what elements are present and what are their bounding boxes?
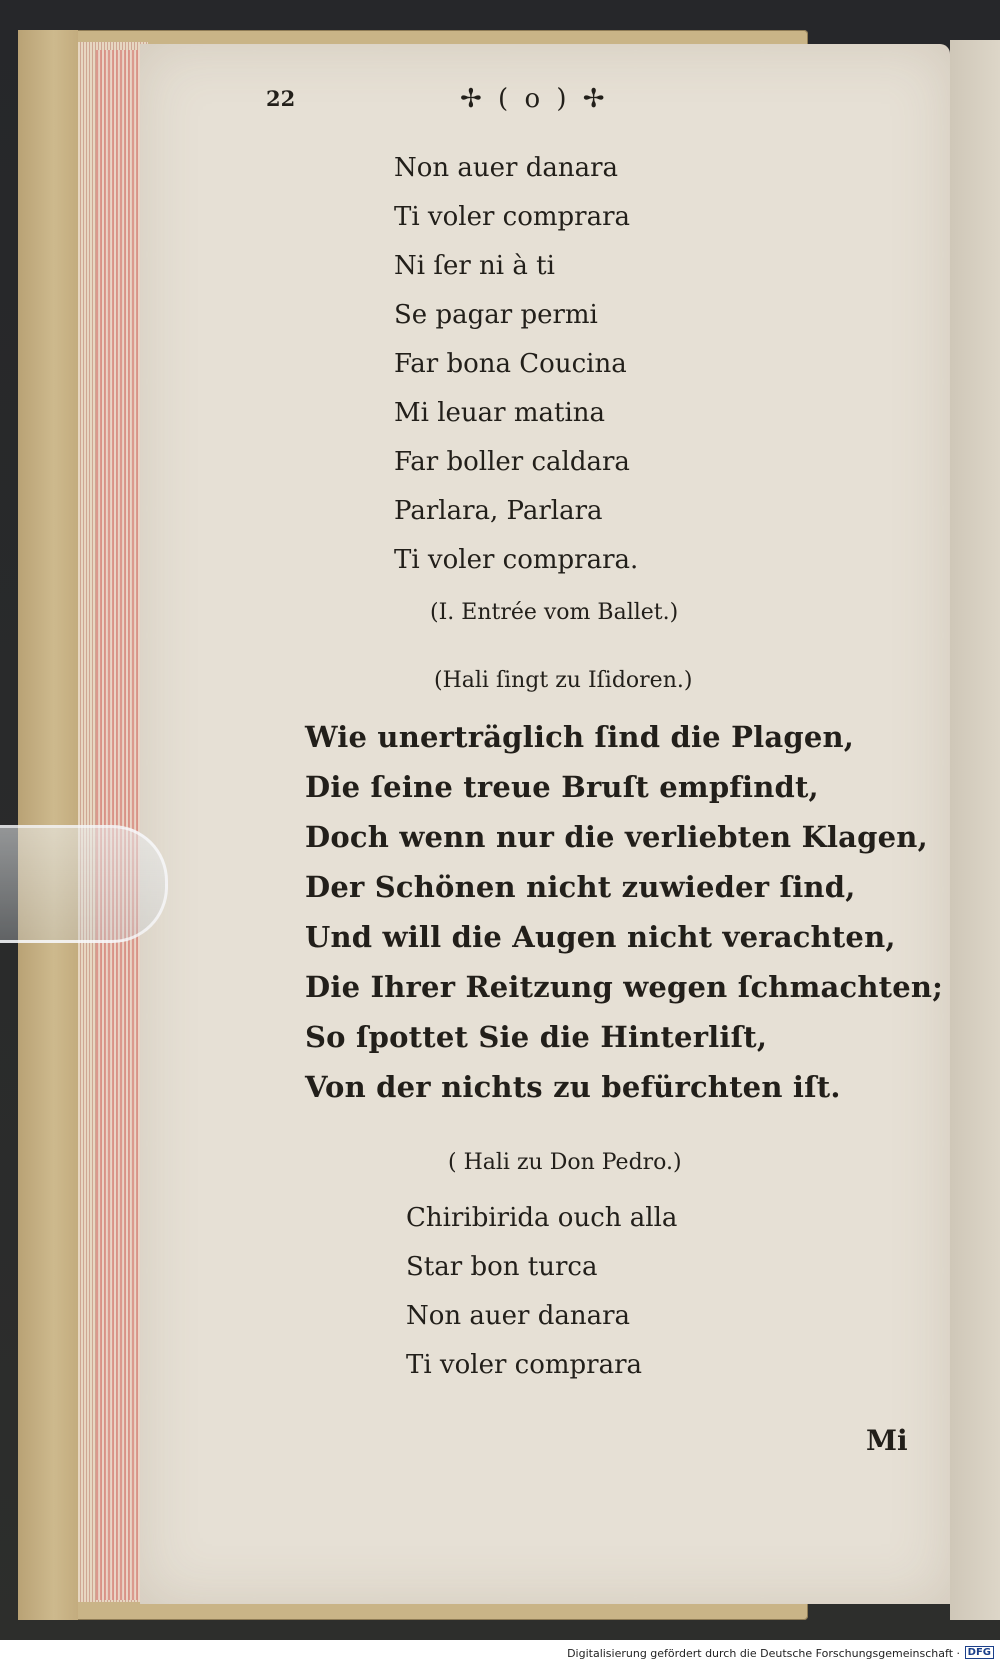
stage-direction-ballet: (I. Entrée vom Ballet.) <box>430 600 679 625</box>
verse-line: Far bona Coucina <box>394 349 627 379</box>
verse-line: Star bon turca <box>406 1252 598 1282</box>
stage-direction-hali-pedro: ( Hali zu Don Pedro.) <box>448 1150 682 1175</box>
verse-line: Ti voler comprara <box>406 1350 643 1380</box>
verse-line: So ſpottet Sie die Hinterliſt, <box>305 1020 768 1054</box>
verse-line: Mi leuar matina <box>394 398 606 428</box>
stage-direction-hali-isidoren: (Hali ſingt zu Iſidoren.) <box>434 668 693 693</box>
glass-page-weight <box>0 825 168 943</box>
verse-line: Ni ſer ni à ti <box>394 251 555 281</box>
verse-line: Und will die Augen nicht verachten, <box>305 920 896 954</box>
verse-line: Parlara, Parlara <box>394 496 603 526</box>
verse-line: Der Schönen nicht zuwieder ſind, <box>305 870 856 904</box>
page-number: 22 <box>266 86 296 111</box>
header-ornament: ✢ ( o ) ✢ <box>460 84 609 114</box>
catchword: Mi <box>866 1424 908 1457</box>
verse-line: Ti voler comprara <box>394 202 631 232</box>
next-page-edge <box>950 40 1000 1620</box>
verse-line: Die ſeine treue Bruſt empfindt, <box>305 770 819 804</box>
verse-line: Doch wenn nur die verliebten Klagen, <box>305 820 928 854</box>
footer-credit: Digitalisierung gefördert durch die Deutsche Forschungsgemeinschaft · <box>567 1647 960 1660</box>
verse-line: Von der nichts zu befürchten iſt. <box>305 1070 841 1104</box>
verse-line: Non auer danara <box>394 153 619 183</box>
verse-line: Non auer danara <box>406 1301 631 1331</box>
verse-line: Se pagar permi <box>394 300 598 330</box>
verse-line: Far boller caldara <box>394 447 630 477</box>
verse-block-1 <box>394 144 638 585</box>
verse-line: Chiribirida ouch alla <box>406 1203 678 1233</box>
verse-line: Ti voler comprara. <box>394 545 639 575</box>
verse-line: Wie unerträglich ſind die Plagen, <box>305 720 855 754</box>
verse-block-3 <box>406 1194 677 1390</box>
dfg-logo: DFG <box>965 1646 994 1659</box>
verse-line: Die Ihrer Reitzung wegen ſchmachten; <box>305 970 944 1004</box>
verse-block-2 <box>305 712 943 1112</box>
